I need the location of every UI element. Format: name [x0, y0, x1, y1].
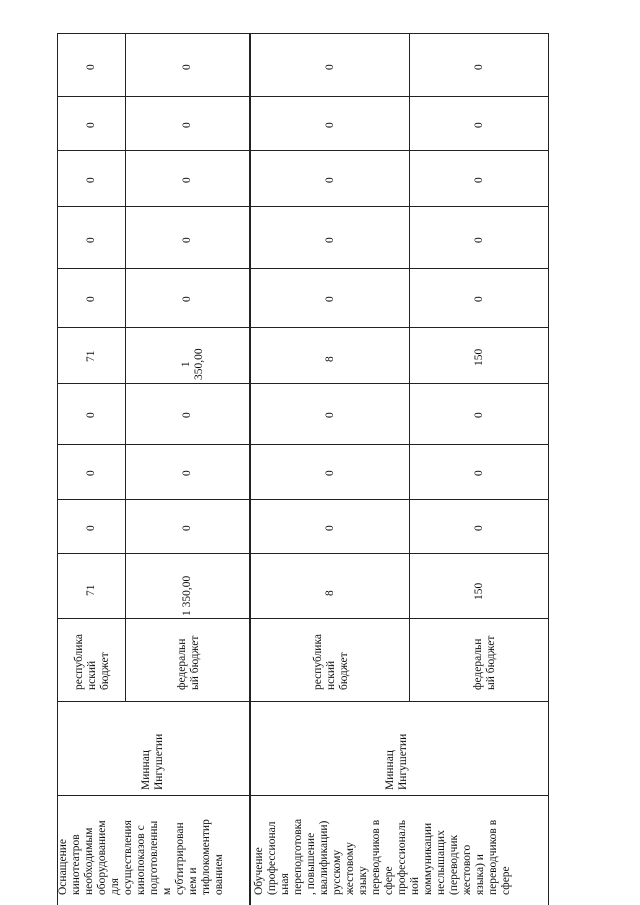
grid-line	[57, 444, 549, 445]
year-value: 0	[85, 470, 97, 476]
year-value: 1 350,00	[180, 348, 205, 380]
funding-source: федеральн ый бюджет	[176, 635, 201, 690]
year-value: 0	[324, 296, 336, 302]
funding-source: республика нский бюджет	[73, 634, 111, 690]
total-value: 150	[473, 582, 485, 600]
funding-source: республика нский бюджет	[312, 634, 350, 690]
year-value: 0	[181, 122, 193, 128]
year-value: 0	[324, 470, 336, 476]
year-value: 0	[473, 237, 485, 243]
grid-line	[409, 33, 410, 701]
year-value: 0	[473, 412, 485, 418]
year-value: 0	[324, 122, 336, 128]
grid-line	[57, 150, 549, 151]
year-value: 0	[473, 296, 485, 302]
grid-line	[548, 33, 549, 905]
year-value: 0	[473, 177, 485, 183]
year-value: 0	[181, 237, 193, 243]
year-value: 0	[181, 177, 193, 183]
year-value: 0	[324, 177, 336, 183]
executor-text: Миннац Ингушетии	[384, 733, 409, 790]
year-value: 0	[324, 525, 336, 531]
year-value: 0	[473, 525, 485, 531]
grid-line	[57, 553, 549, 554]
year-value: 0	[181, 64, 193, 70]
year-value: 0	[181, 470, 193, 476]
grid-line	[57, 701, 549, 702]
year-value: 150	[473, 348, 485, 366]
total-value: 1 350,00	[181, 575, 193, 616]
year-value: 0	[181, 525, 193, 531]
year-value: 0	[181, 296, 193, 302]
funding-source: федеральн ый бюджет	[472, 635, 497, 690]
grid-line	[57, 795, 549, 796]
measure-text: Обучение (профессионал ьная переподготовка , повышение квалификации) русскому жестовому языку переводчиков в сфере профессиональ ной коммуникации неслышащих (переводчик жестового языка) и переводчиков в сфере	[253, 818, 512, 895]
year-value: 0	[324, 412, 336, 418]
year-value: 0	[324, 237, 336, 243]
measure-text: Оснащение кинотеатров необходимым оборудованием для осуществления кинопоказов с подготовленны м субтитрирован ием и тифлокоментир ованием	[57, 819, 225, 895]
grid-line	[57, 383, 549, 384]
year-value: 0	[85, 122, 97, 128]
year-value: 0	[181, 412, 193, 418]
grid-line	[125, 33, 126, 701]
year-value: 0	[473, 122, 485, 128]
grid-line	[57, 33, 549, 34]
grid-line	[57, 327, 549, 328]
year-value: 0	[85, 237, 97, 243]
grid-line	[57, 499, 549, 500]
year-value: 0	[473, 470, 485, 476]
grid-line	[249, 33, 251, 905]
year-value: 0	[324, 64, 336, 70]
grid-line	[57, 268, 549, 269]
total-value: 8	[324, 590, 336, 596]
grid-line	[57, 206, 549, 207]
year-value: 0	[85, 412, 97, 418]
year-value: 0	[85, 296, 97, 302]
year-value: 0	[85, 525, 97, 531]
year-value: 71	[85, 350, 97, 362]
year-value: 0	[473, 64, 485, 70]
year-value: 8	[324, 356, 336, 362]
executor-text: Миннац Ингушетии	[140, 733, 165, 790]
grid-line	[57, 33, 58, 905]
year-value: 0	[85, 177, 97, 183]
total-value: 71	[85, 584, 97, 596]
year-value: 0	[85, 64, 97, 70]
grid-line	[57, 618, 549, 619]
grid-line	[57, 96, 549, 97]
